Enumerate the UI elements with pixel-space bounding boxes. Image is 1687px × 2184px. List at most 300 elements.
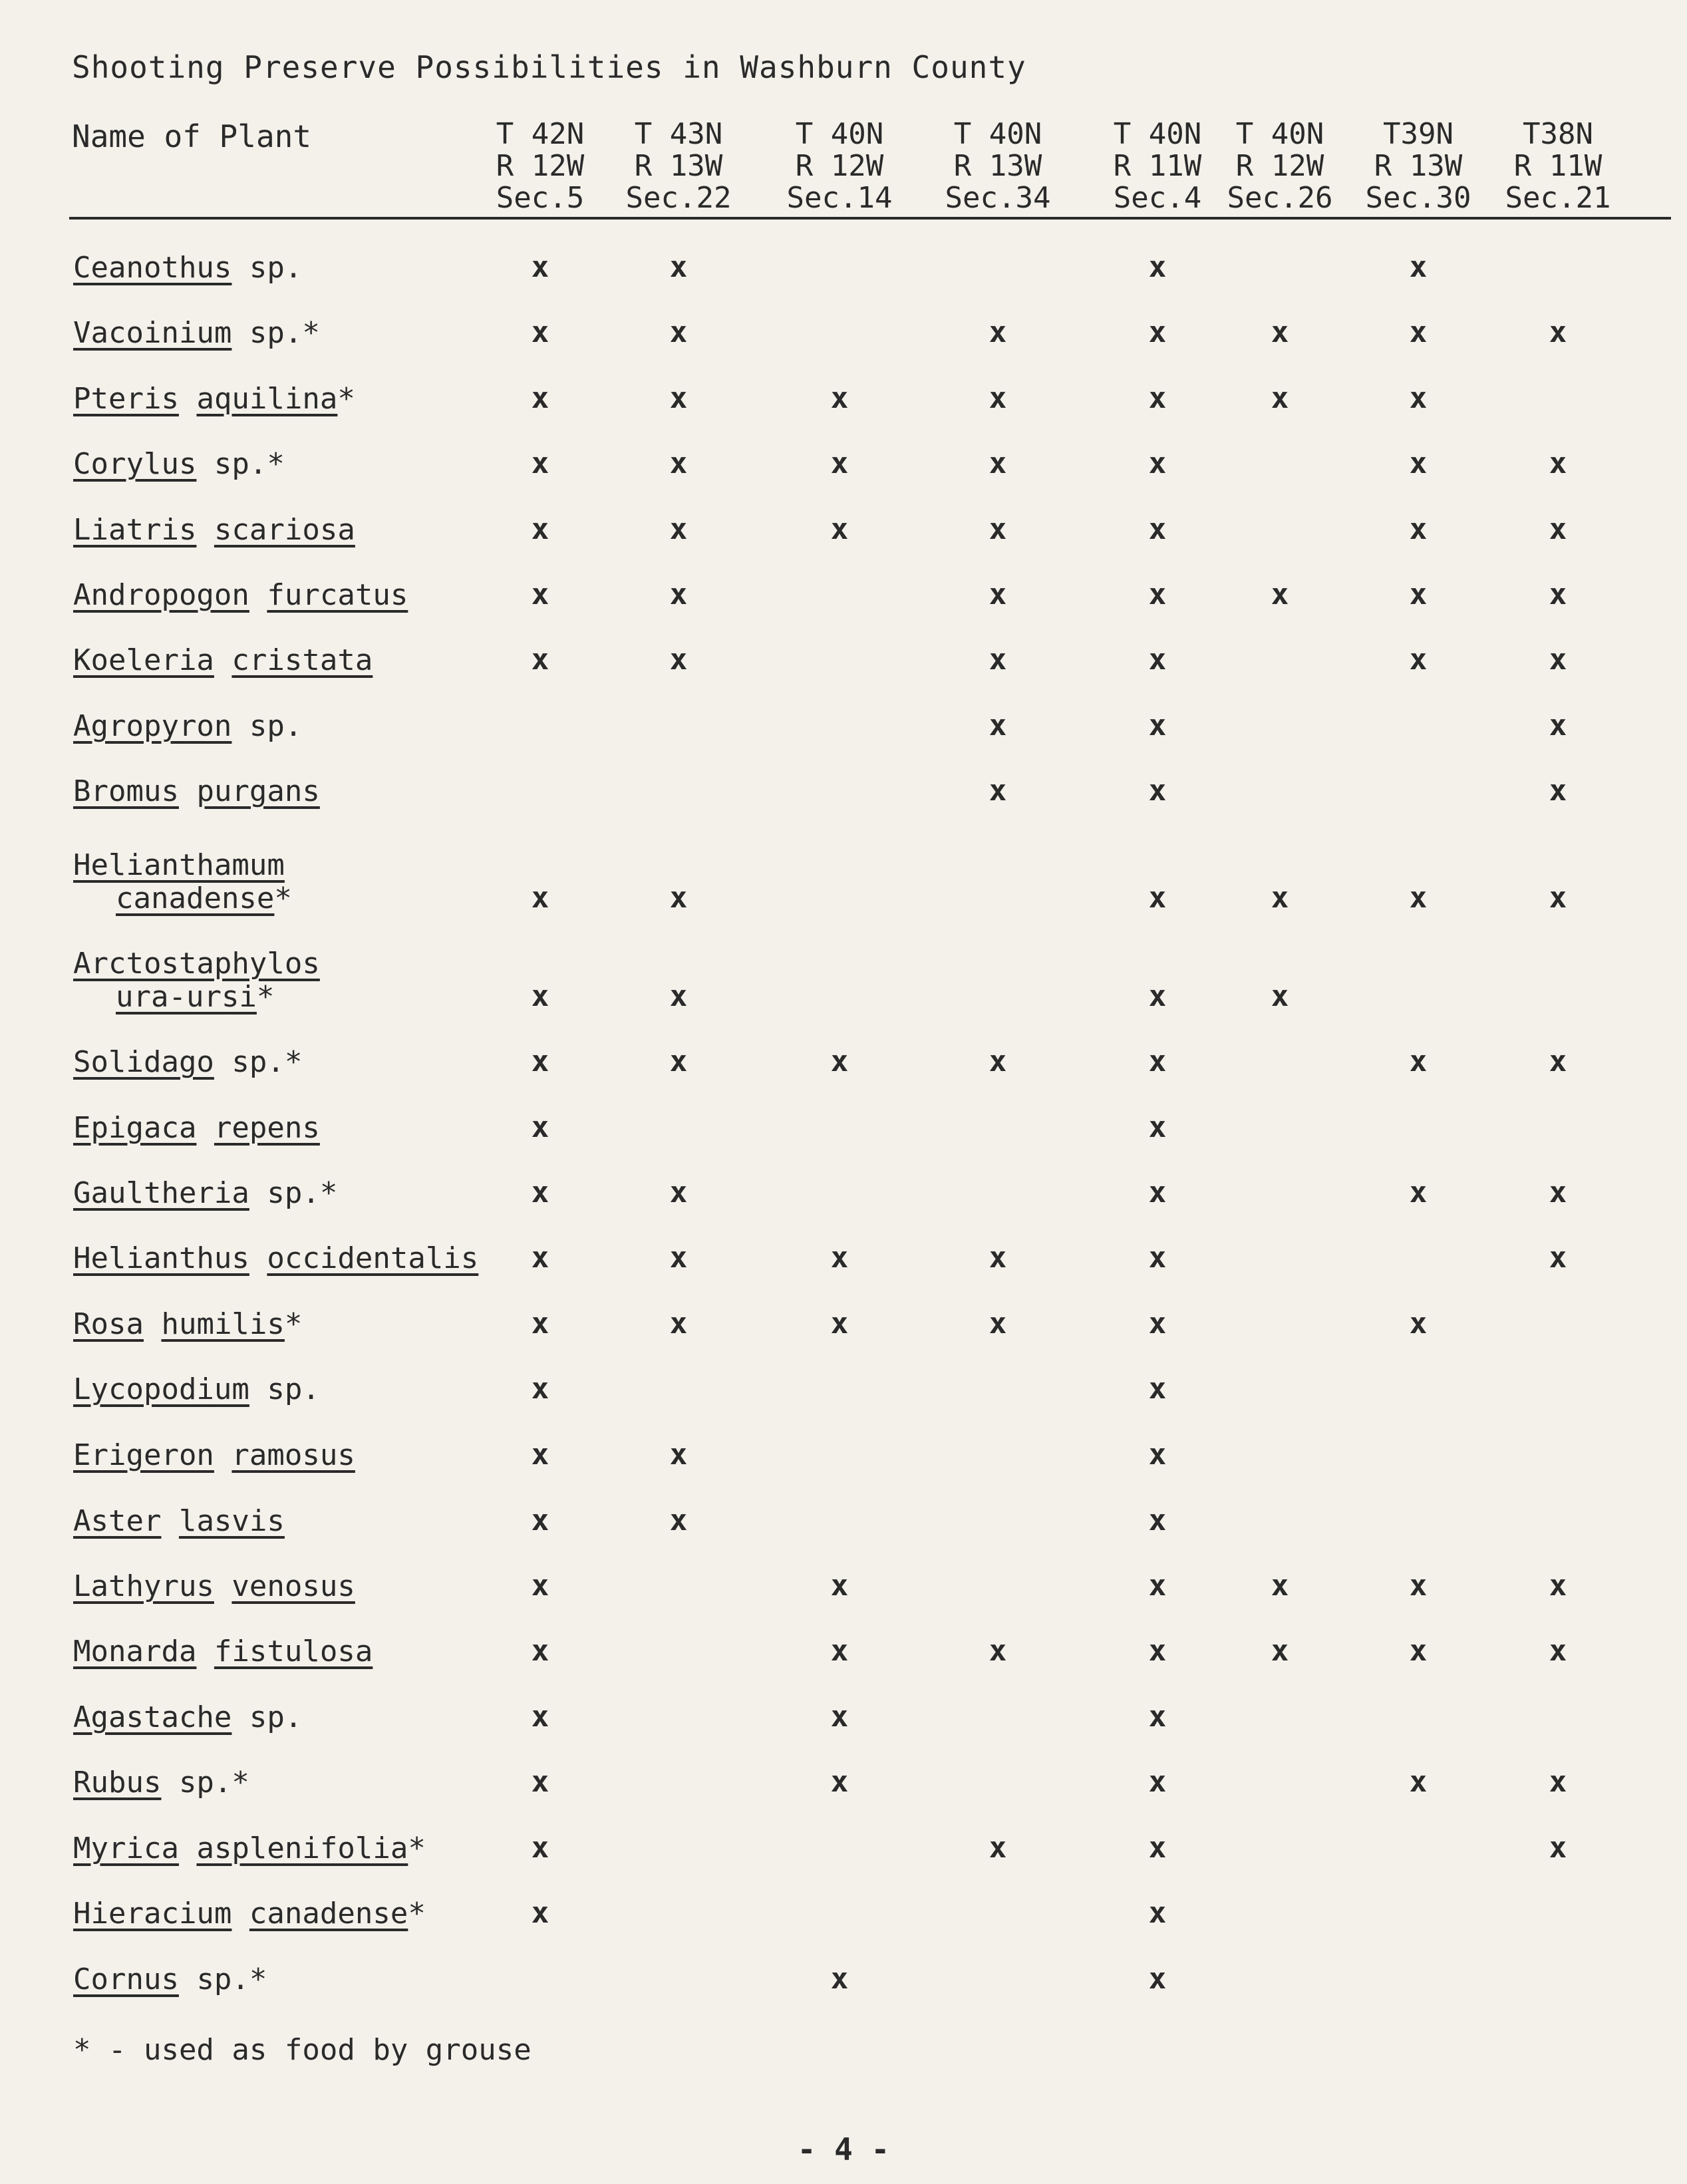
presence-mark: x — [1148, 774, 1167, 808]
presence-mark: x — [989, 1044, 1007, 1078]
presence-mark: x — [1148, 1831, 1167, 1865]
presence-mark: x — [1148, 708, 1167, 742]
plant-name-word: Gaultheria — [73, 1176, 249, 1210]
plant-name-suffix: sp. — [231, 1700, 303, 1734]
plant-name-suffix: * — [284, 1307, 303, 1341]
plant-name-word: Agropyron — [73, 709, 232, 743]
presence-mark: x — [1409, 446, 1428, 480]
presence-mark: x — [1148, 643, 1167, 677]
plant-name-line — [73, 774, 320, 808]
presence-mark: x — [669, 446, 688, 480]
presence-mark: x — [1409, 1634, 1428, 1668]
plant-name — [73, 1046, 302, 1079]
table-header — [0, 118, 1687, 218]
plant-name — [73, 947, 320, 1014]
presence-mark: x — [989, 708, 1007, 742]
presence-mark: x — [1271, 881, 1289, 915]
plant-name — [73, 1242, 478, 1275]
presence-mark: x — [830, 1700, 849, 1734]
column-header-line: R 12W — [795, 149, 884, 183]
presence-mark: x — [531, 643, 549, 677]
plant-name-word: Epigaca — [73, 1111, 197, 1145]
table-row — [0, 1766, 1687, 1831]
presence-mark: x — [989, 315, 1007, 349]
plant-name-suffix — [231, 1897, 249, 1931]
presence-mark: x — [830, 381, 849, 415]
plant-name — [73, 1963, 267, 1996]
plant-name-word: Aster — [73, 1504, 162, 1538]
plant-name-word: lasvis — [178, 1504, 285, 1538]
presence-mark: x — [669, 881, 688, 915]
presence-mark: x — [669, 315, 688, 349]
plant-name-line — [73, 709, 302, 743]
plant-name-line — [73, 1897, 426, 1931]
plant-name-word: fistulosa — [214, 1635, 373, 1668]
presence-mark: x — [989, 577, 1007, 611]
presence-mark: x — [1271, 381, 1289, 415]
plant-name-word: Ceanothus — [73, 251, 232, 285]
plant-name-word: Koeleria — [73, 643, 214, 677]
column-header — [770, 118, 909, 214]
presence-mark: x — [531, 1896, 549, 1930]
plant-name-word: Cornus — [73, 1962, 179, 1996]
presence-mark: x — [1549, 577, 1567, 611]
plant-name-word: humilis — [161, 1307, 285, 1341]
presence-mark: x — [1148, 979, 1167, 1013]
presence-mark: x — [669, 1175, 688, 1209]
plant-name-line — [73, 1176, 337, 1210]
presence-mark: x — [669, 1241, 688, 1275]
presence-mark: x — [531, 446, 549, 480]
presence-mark: x — [531, 1372, 549, 1406]
column-header — [470, 118, 610, 214]
presence-mark: x — [669, 512, 688, 546]
column-header-line: T39N — [1383, 117, 1454, 151]
footnote: * - used as food by grouse — [73, 2033, 532, 2067]
presence-mark: x — [1148, 1044, 1167, 1078]
presence-mark: x — [830, 1962, 849, 1996]
presence-mark: x — [531, 512, 549, 546]
presence-mark: x — [1409, 1569, 1428, 1603]
table-row — [0, 1112, 1687, 1177]
presence-mark: x — [531, 577, 549, 611]
column-header — [1088, 118, 1227, 214]
plant-name-word: Helianthus — [73, 1241, 249, 1275]
plant-name-suffix — [144, 1307, 162, 1341]
plant-name-word: Agastache — [73, 1700, 232, 1734]
plant-name-suffix — [249, 578, 267, 612]
column-header-line: T38N — [1523, 117, 1593, 151]
presence-mark: x — [1409, 1765, 1428, 1799]
table-row — [0, 1242, 1687, 1307]
plant-name-suffix — [214, 1569, 232, 1603]
presence-mark: x — [1549, 446, 1567, 480]
column-header-line: R 11W — [1513, 149, 1603, 183]
plant-name-line — [73, 1635, 373, 1668]
presence-mark: x — [531, 979, 549, 1013]
presence-mark: x — [669, 1438, 688, 1472]
presence-mark: x — [669, 1307, 688, 1340]
plant-name-line — [73, 1241, 478, 1275]
presence-mark: x — [1148, 1503, 1167, 1537]
plant-name-suffix — [179, 382, 197, 416]
plant-name-word: Myrica — [73, 1831, 179, 1865]
plant-name-line — [73, 947, 320, 981]
page-title: Shooting Preserve Possibilities in Washburn County — [72, 49, 1026, 85]
plant-name-suffix: sp.* — [161, 1766, 249, 1799]
plant-name-suffix: * — [408, 1897, 426, 1931]
plant-name-line — [73, 1962, 267, 1996]
column-header — [1348, 118, 1488, 214]
presence-mark: x — [531, 315, 549, 349]
plant-name-word: Pteris — [73, 382, 179, 416]
plant-name — [73, 1635, 373, 1668]
plant-name — [73, 1766, 249, 1799]
presence-mark: x — [830, 1765, 849, 1799]
plant-name-line — [73, 578, 408, 612]
column-header — [609, 118, 748, 214]
presence-mark: x — [531, 1634, 549, 1668]
presence-mark: x — [1148, 881, 1167, 915]
plant-name-line — [73, 882, 292, 915]
presence-mark: x — [1549, 315, 1567, 349]
plant-name — [73, 1897, 426, 1931]
column-header-line: T 40N — [795, 117, 884, 151]
plant-name — [73, 1701, 302, 1734]
table-row — [0, 251, 1687, 317]
plant-name-word: Hieracium — [73, 1897, 232, 1931]
presence-mark: x — [531, 1765, 549, 1799]
presence-mark: x — [1549, 1175, 1567, 1209]
presence-mark: x — [1549, 1044, 1567, 1078]
plant-name-word: Erigeron — [73, 1438, 214, 1472]
presence-mark: x — [1148, 577, 1167, 611]
column-header — [1210, 118, 1350, 214]
presence-mark: x — [1271, 577, 1289, 611]
presence-mark: x — [1148, 1634, 1167, 1668]
column-header-line: T 43N — [634, 117, 723, 151]
presence-mark: x — [531, 1044, 549, 1078]
presence-mark: x — [669, 979, 688, 1013]
plant-name-suffix — [214, 1438, 232, 1472]
presence-mark: x — [669, 643, 688, 677]
plant-name-word: scariosa — [214, 513, 355, 547]
plant-name — [73, 1570, 355, 1603]
plant-name-line — [73, 1438, 355, 1472]
presence-mark: x — [1409, 512, 1428, 546]
column-header-line: T 40N — [1235, 117, 1324, 151]
presence-mark: x — [1148, 1438, 1167, 1472]
plant-name-suffix — [179, 774, 197, 808]
plant-name — [73, 383, 355, 416]
column-header-line: Sec.22 — [625, 181, 732, 215]
plant-name-line — [73, 447, 285, 481]
plant-name — [73, 1832, 426, 1865]
table-row — [0, 383, 1687, 448]
plant-name — [73, 775, 320, 808]
presence-mark: x — [531, 1569, 549, 1603]
presence-mark: x — [1148, 1700, 1167, 1734]
plant-name-line — [73, 1766, 249, 1799]
plant-name-line — [73, 1569, 355, 1603]
table-row — [0, 1505, 1687, 1570]
column-header-line: T 42N — [496, 117, 585, 151]
presence-mark: x — [1271, 979, 1289, 1013]
presence-mark: x — [989, 1241, 1007, 1275]
plant-name — [73, 849, 292, 915]
table-row — [0, 947, 1687, 1013]
presence-mark: x — [1549, 774, 1567, 808]
plant-name-suffix: sp.* — [178, 1962, 267, 1996]
plant-name-word: Lathyrus — [73, 1569, 214, 1603]
plant-name-suffix — [161, 1504, 179, 1538]
plant-name-suffix: sp. — [249, 1372, 320, 1406]
plant-name-line — [73, 1307, 302, 1341]
plant-name-suffix: sp. — [231, 251, 303, 285]
table-row — [0, 448, 1687, 513]
column-header-line: R 12W — [1235, 149, 1324, 183]
plant-name-line — [73, 316, 320, 350]
plant-name — [73, 1177, 337, 1210]
plant-name-suffix — [196, 1635, 214, 1668]
presence-mark: x — [1148, 1175, 1167, 1209]
column-header-line: R 13W — [634, 149, 723, 183]
plant-name — [73, 1505, 285, 1538]
presence-mark: x — [531, 881, 549, 915]
plant-name-suffix: sp.* — [214, 1045, 303, 1079]
plant-name-suffix — [196, 513, 214, 547]
plant-name-word: aquilina — [196, 382, 338, 416]
presence-mark: x — [1271, 1569, 1289, 1603]
presence-mark: x — [989, 381, 1007, 415]
presence-mark: x — [531, 1175, 549, 1209]
plant-name-line — [73, 643, 373, 677]
presence-mark: x — [669, 1503, 688, 1537]
presence-mark: x — [531, 1831, 549, 1865]
presence-mark: x — [1409, 1044, 1428, 1078]
presence-mark: x — [989, 1634, 1007, 1668]
plant-name-line — [73, 251, 302, 285]
presence-mark: x — [830, 1634, 849, 1668]
plant-name-word: canadense — [249, 1897, 408, 1931]
table-row — [0, 1635, 1687, 1700]
column-header-line: T 40N — [953, 117, 1042, 151]
plant-name-word: cristata — [231, 643, 373, 677]
table-row — [0, 1177, 1687, 1242]
table-row — [0, 579, 1687, 644]
column-header-line: R 11W — [1113, 149, 1202, 183]
table-row — [0, 1046, 1687, 1111]
plant-name — [73, 710, 302, 743]
presence-mark: x — [1148, 1307, 1167, 1340]
table-row — [0, 1308, 1687, 1373]
plant-name — [73, 317, 320, 350]
plant-name-suffix: * — [274, 881, 292, 915]
column-header-line: Sec.5 — [496, 181, 585, 215]
presence-mark: x — [669, 250, 688, 284]
presence-mark: x — [989, 512, 1007, 546]
table-row — [0, 644, 1687, 709]
plant-name-line — [73, 1831, 426, 1865]
table-row — [0, 1439, 1687, 1504]
presence-mark: x — [1549, 1634, 1567, 1668]
presence-mark: x — [1271, 1634, 1289, 1668]
plant-name — [73, 1439, 355, 1472]
presence-mark: x — [1409, 250, 1428, 284]
presence-mark: x — [1148, 1765, 1167, 1799]
plant-name — [73, 1112, 320, 1145]
plant-name-word: repens — [214, 1111, 320, 1145]
plant-name-suffix — [249, 1241, 267, 1275]
plant-name-word: Corylus — [73, 447, 197, 481]
presence-mark: x — [1148, 1962, 1167, 1996]
column-header — [1488, 118, 1628, 214]
presence-mark: x — [989, 1307, 1007, 1340]
presence-mark: x — [1148, 250, 1167, 284]
presence-mark: x — [1549, 1569, 1567, 1603]
plant-name-word: Liatris — [73, 513, 197, 547]
plant-name-suffix: sp.* — [249, 1176, 338, 1210]
presence-mark: x — [669, 381, 688, 415]
plant-name-word: Vacoinium — [73, 316, 232, 350]
presence-mark: x — [1148, 446, 1167, 480]
presence-mark: x — [1409, 315, 1428, 349]
presence-mark: x — [1148, 1372, 1167, 1406]
presence-mark: x — [531, 1307, 549, 1340]
column-header-line: R 13W — [1374, 149, 1463, 183]
column-header-line: T 40N — [1113, 117, 1202, 151]
column-header-line: R 12W — [496, 149, 585, 183]
table-row — [0, 317, 1687, 382]
name-of-plant-header: Name of Plant — [72, 118, 312, 154]
table-row — [0, 775, 1687, 840]
plant-name-word: Bromus — [73, 774, 179, 808]
presence-mark: x — [531, 250, 549, 284]
column-header-line: Sec.21 — [1505, 181, 1611, 215]
presence-mark: x — [1409, 577, 1428, 611]
table-row — [0, 1963, 1687, 2028]
presence-mark: x — [1409, 1175, 1428, 1209]
plant-name-line — [73, 1045, 302, 1079]
plant-name-word: purgans — [196, 774, 320, 808]
plant-name-word: Helianthamum — [73, 848, 285, 882]
plant-name-line — [73, 1504, 285, 1538]
presence-mark: x — [989, 1831, 1007, 1865]
presence-mark: x — [531, 1700, 549, 1734]
presence-mark: x — [1409, 643, 1428, 677]
plant-name-word: Monarda — [73, 1635, 197, 1668]
plant-name-line — [73, 981, 320, 1014]
column-header-line: Sec.14 — [786, 181, 893, 215]
presence-mark: x — [1549, 1831, 1567, 1865]
plant-name-suffix: sp.* — [231, 316, 320, 350]
presence-mark: x — [1148, 512, 1167, 546]
presence-mark: x — [669, 1044, 688, 1078]
plant-name — [73, 1373, 320, 1406]
presence-mark: x — [989, 774, 1007, 808]
table-row — [0, 710, 1687, 775]
presence-mark: x — [830, 446, 849, 480]
presence-mark: x — [531, 381, 549, 415]
plant-name-line — [73, 1700, 302, 1734]
presence-mark: x — [830, 1241, 849, 1275]
column-header-line: Sec.26 — [1227, 181, 1333, 215]
presence-mark: x — [1549, 1241, 1567, 1275]
plant-name-suffix: * — [408, 1831, 426, 1865]
plant-name-suffix — [179, 1831, 197, 1865]
table-row — [0, 1570, 1687, 1635]
presence-mark: x — [531, 1110, 549, 1144]
presence-mark: x — [1409, 881, 1428, 915]
plant-name-suffix: sp. — [231, 709, 303, 743]
table-row — [0, 514, 1687, 579]
presence-mark: x — [1148, 1110, 1167, 1144]
plant-name-word: Arctostaphylos — [73, 947, 320, 981]
presence-mark: x — [830, 1044, 849, 1078]
plant-name — [73, 448, 285, 481]
table-row — [0, 1897, 1687, 1962]
presence-mark: x — [1549, 1765, 1567, 1799]
presence-mark: x — [1549, 643, 1567, 677]
presence-mark: x — [1271, 315, 1289, 349]
presence-mark: x — [531, 1438, 549, 1472]
page-number: - 4 - — [797, 2131, 890, 2167]
plant-name-word: ura-ursi — [116, 980, 257, 1014]
plant-name-line — [73, 513, 355, 547]
plant-name — [73, 251, 302, 285]
plant-name-suffix: * — [337, 382, 355, 416]
presence-mark: x — [1148, 1569, 1167, 1603]
plant-name — [73, 644, 373, 677]
plant-name-word: venosus — [231, 1569, 355, 1603]
plant-name-word: furcatus — [267, 578, 408, 612]
table-row — [0, 1832, 1687, 1897]
plant-name-line — [73, 1111, 320, 1145]
plant-name-word: asplenifolia — [196, 1831, 408, 1865]
presence-mark: x — [531, 1503, 549, 1537]
presence-mark: x — [830, 1569, 849, 1603]
plant-name-line — [73, 382, 355, 416]
column-header-line: Sec.30 — [1365, 181, 1471, 215]
presence-mark: x — [989, 643, 1007, 677]
plant-name-suffix — [214, 643, 232, 677]
plant-name-word: Rubus — [73, 1766, 162, 1799]
plant-name-suffix — [196, 1111, 214, 1145]
column-header-line: R 13W — [953, 149, 1042, 183]
presence-mark: x — [830, 512, 849, 546]
presence-mark: x — [1409, 381, 1428, 415]
plant-name — [73, 1308, 302, 1341]
plant-name — [73, 514, 355, 547]
plant-name-word: Lycopodium — [73, 1372, 249, 1406]
plant-name-line — [73, 848, 285, 882]
presence-mark: x — [1148, 1241, 1167, 1275]
header-rule — [69, 217, 1671, 220]
presence-mark: x — [1148, 381, 1167, 415]
presence-mark: x — [1409, 1307, 1428, 1340]
presence-mark: x — [830, 1307, 849, 1340]
presence-mark: x — [1549, 881, 1567, 915]
plant-name-line — [73, 1372, 320, 1406]
column-header — [928, 118, 1068, 214]
plant-name-word: Andropogon — [73, 578, 249, 612]
presence-mark: x — [1148, 315, 1167, 349]
plant-name-suffix: * — [256, 980, 275, 1014]
plant-name-word: Rosa — [73, 1307, 144, 1341]
column-header-line: Sec.4 — [1113, 181, 1202, 215]
presence-mark: x — [1549, 708, 1567, 742]
plant-name-word: canadense — [116, 881, 275, 915]
